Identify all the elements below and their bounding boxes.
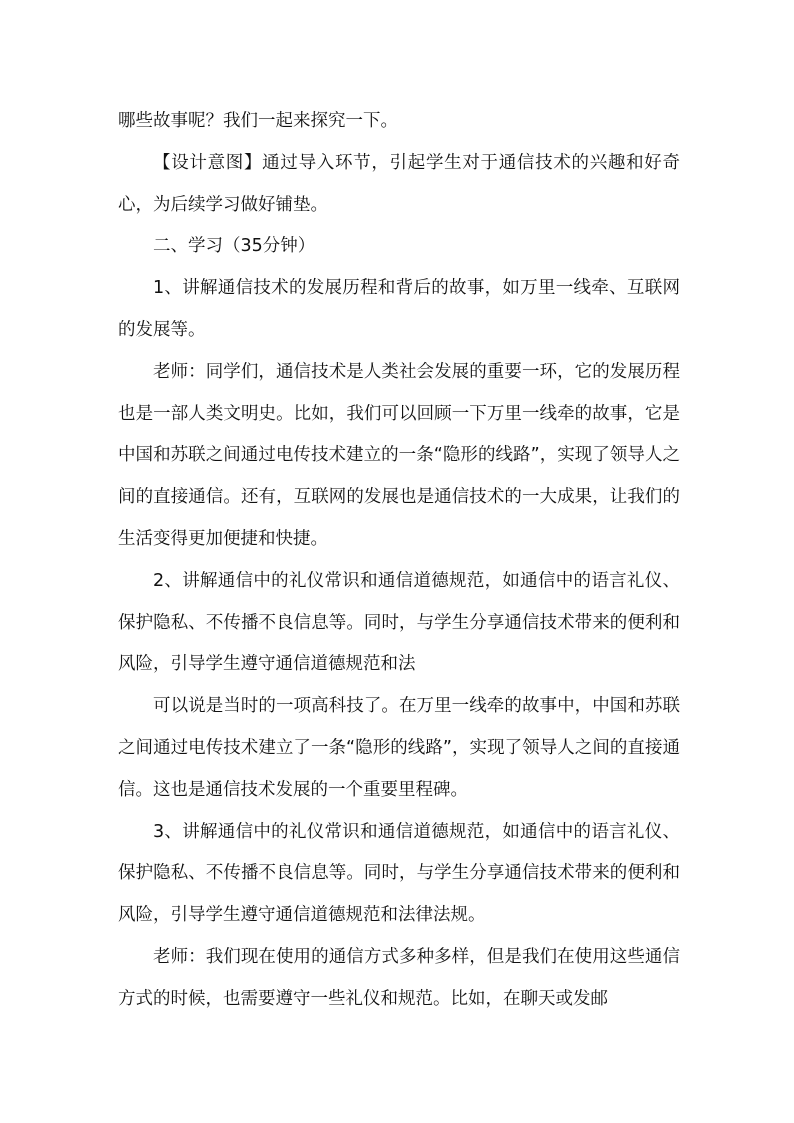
document-body	[118, 101, 680, 1021]
paragraph-intro-end: 哪些故事呢？我们一起来探究一下。	[118, 111, 398, 131]
paragraph-design-intent: 【设计意图】通过导入环节，引起学生对于通信技术的兴趣和好奇心，为后续学习做好铺垫。	[118, 152, 680, 215]
paragraph-teacher-2: 老师：我们现在使用的通信方式多种多样，但是我们在使用这些通信方式的时候，也需要遵守一些礼仪和规范。比如，在聊天或发邮	[118, 946, 680, 1009]
paragraph-item-1: 1、讲解通信技术的发展历程和背后的故事，如万里一线牵、互联网的发展等。	[118, 278, 680, 340]
section-heading-learning: 二、学习（35分钟）	[153, 236, 316, 257]
paragraph-teacher-1: 老师：同学们，通信技术是人类社会发展的重要一环，它的发展历程也是一部人类文明史。比如，我们可以回顾一下万里一线牵的故事，它是中国和苏联之间通过电传技术建立的一条“隐形的线路”，实现了领导人之间的直接通信。还有，互联网的发展也是通信技术的一大成果，让我们的生活变得更加便捷和快捷。	[118, 361, 680, 549]
paragraph-item-2: 2、讲解通信中的礼仪常识和通信道德规范，如通信中的语言礼仪、保护隐私、不传播不良信息等。同时，与学生分享通信技术带来的便利和风险，引导学生遵守通信道德规范和法	[118, 570, 680, 675]
paragraph-item-3: 3、讲解通信中的礼仪常识和通信道德规范，如通信中的语言礼仪、保护隐私、不传播不良信息等。同时，与学生分享通信技术带来的便利和风险，引导学生遵守通信道德规范和法律法规。	[118, 821, 680, 926]
paragraph-story: 可以说是当时的一项高科技了。在万里一线牵的故事中，中国和苏联之间通过电传技术建立了一条“隐形的线路”，实现了领导人之间的直接通信。这也是通信技术发展的一个重要里程碑。	[118, 696, 680, 800]
